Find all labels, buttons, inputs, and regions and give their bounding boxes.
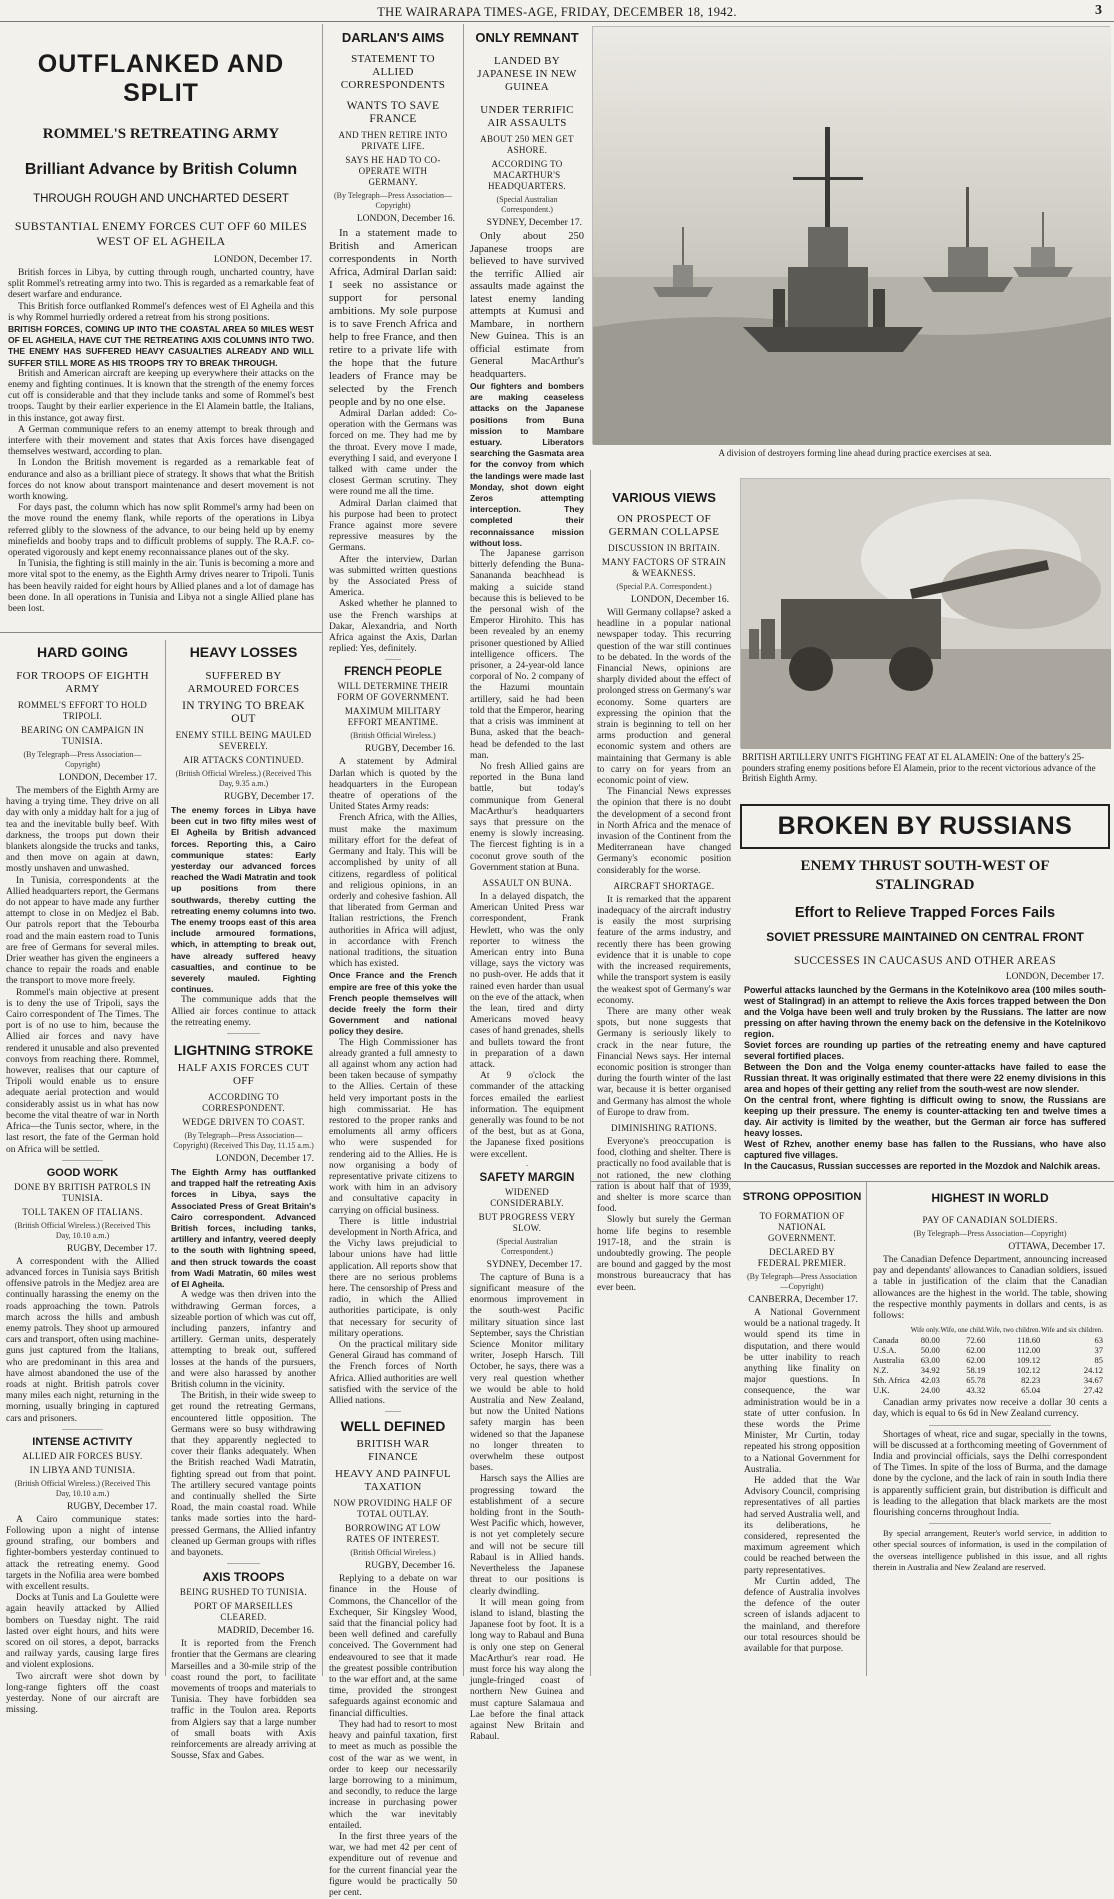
column-only-remnant xyxy=(466,26,588,1743)
paragraph: It is remarked that the apparent inadequacy of the aircraft industry is easily the most surprising feature of the arms industry, and recently there has been growing evidence that it is unable to cope with the increased requirements, while the transport system is easily the weakest spot of Germany's war economy. xyxy=(597,894,731,1006)
darlan-headline: DARLAN'S AIMS xyxy=(341,30,445,45)
paragraph: Everyone's preoccupation is food, clothing and shelter. There is practically no food available that is not rationed, the new clothing ration is about half that of 1939, and shelter is more scarce than food. xyxy=(597,1136,731,1215)
pay-table-cell: 58.19 xyxy=(966,1365,986,1376)
lead-paragraph: BRITISH FORCES, COMING UP INTO THE COASTAL AREA 50 MILES WEST OF EL AGHEILA, HAVE CUT THE RETREATING AXIS COLUMNS INTO TWO. THE ENEMY HAS SUFFERED HEAVY CASUALTIES ALREADY AND WILL SUFFER STILL MORE AS HIS TROOPS TRY TO BREAK THROUGH. xyxy=(8,324,314,368)
paragraph: In the first three years of the war, we had met 42 per cent of expenditure out of revenue and for the current financial year the figure would be practically 50 per cent. xyxy=(329,1831,457,1898)
artillery-photo xyxy=(740,478,1110,748)
byline: (By Telegraph—Press Association—Copyright) xyxy=(747,1272,857,1291)
intense-deck: IN LIBYA AND TUNISIA. xyxy=(29,1464,136,1475)
strong-deck: TO FORMATION OF NATIONAL GOVERNMENT. xyxy=(759,1211,845,1243)
pay-table-cell: U.S.A. xyxy=(873,1345,897,1356)
intense-headline: INTENSE ACTIVITY xyxy=(32,1435,133,1448)
paragraph: Powerful attacks launched by the Germans in the Kotelnikovo area (100 miles south-west of Stalingrad) in an attempt to relieve the Axis forces trapped between the Don and the Volga have been well and truly broken by the Russians. The latter are now pressing on after having thrown the enemy back on the defensive in the Kotelnikovo region. xyxy=(744,985,1106,1039)
artillery-caption: BRITISH ARTILLERY UNIT'S FIGHTING FEAT AT EL ALAMEIN: One of the battery's 25-pounders strafing enemy positions before El Alamein, prior to the recent victorious advance of the British Eighth Army. xyxy=(742,752,1096,783)
lead-deck-1: ROMMEL'S RETREATING ARMY xyxy=(42,126,280,142)
pay-table-cell: 50.00 xyxy=(920,1345,940,1356)
paragraph: In a statement made to British and American correspondents in North Africa, Admiral Darlan said: I seek no assistance or support for personal ambitions. My sole purpose is to save French Africa and help to free France, and then retire to a private life with the hope that the future leaders of France may be selected by the French people and by no one else. xyxy=(329,227,457,408)
pay-table-header-cell: Wife, one child. xyxy=(940,1326,986,1335)
dateline: LONDON, December 16. xyxy=(630,595,729,605)
column-rule xyxy=(322,24,323,1676)
lead-deck-3: THROUGH ROUGH AND UNCHARTED DESERT xyxy=(33,193,289,205)
byline: (Special Australian Correspondent.) xyxy=(496,1236,558,1256)
paragraph: At 9 o'clock the commander of the attacking forces emailed the earliest information. The equipment generally was found to be not of the best, but as at Gona, the Japanese fixed positions were excellent. xyxy=(470,1071,584,1160)
hard-going-deck: ROMMEL'S EFFORT TO HOLD TRIPOLI. xyxy=(17,700,148,721)
paragraph: Slowly but surely the German home life begins to resemble 1917-18, and the strain is undoubtedly growing. The people are bound and gagged by the most monstrous bureaucracy that has ever been. xyxy=(597,1215,731,1293)
hard-going-deck: BEARING ON CAMPAIGN IN TUNISIA. xyxy=(20,725,145,746)
pay-table-cell: 80.00 xyxy=(920,1335,940,1346)
broken-deck: Effort to Relieve Trapped Forces Fails xyxy=(794,905,1056,921)
pay-table-cell: 34.67 xyxy=(1083,1375,1103,1386)
pay-table-cell: 34.92 xyxy=(920,1365,940,1376)
dateline: SYDNEY, December 17. xyxy=(486,1259,582,1270)
pay-table-cell: 63 xyxy=(1094,1335,1103,1346)
pay-table-cell: 63.00 xyxy=(920,1355,940,1366)
dateline: LONDON, December 16. xyxy=(356,214,455,224)
pay-table-cell: Australia xyxy=(873,1355,905,1366)
hard-going-deck: FOR TROOPS OF EIGHTH ARMY xyxy=(16,670,149,695)
paragraph: The Japanese garrison bitterly defending the Buna-Sanananda beachhead is making a suicide stand because this is believed to be the personal wish of the Emperor Hirohito. This has been revealed by an enemy prisoner questioned by Allied intelligence officers. The prisoner, a 24-year-old lance corporal of No. 2 company of the Hazumi mountain artillery, said he had been told that the Emperor, hearing that a crisis was imminent at Buna, asked that the beach-head be defended to the last man. xyxy=(470,549,584,761)
dateline: RUGBY, December 17. xyxy=(223,792,314,802)
only-remnant-deck: UNDER TERRIFIC AIR ASSAULTS xyxy=(480,104,574,129)
paragraph: The Eighth Army has outflanked and trapped half the retreating Axis forces in Libya, says the Associated Press of Great Britain's Cairo correspondent. Advanced British forces, including tanks, artillery and infantry, veered deeply to the south with lightning speed, and then struck towards the coast from Wadi Matratin, 60 miles west of El Agheila. xyxy=(171,1167,316,1290)
paragraph: The Canadian Defence Department, announcing increased pay and dependants' allowances to Canadian soldiers, issued a table in justification of the claim that the Canadian allowances are the highest in the world. The table, showing the respective monthly payments in dollars and cents, is as follows: xyxy=(873,1255,1107,1322)
pay-table-row xyxy=(873,1365,1103,1375)
column-rule xyxy=(165,640,166,1676)
paragraph: The enemy forces in Libya have been cut in two fifty miles west of El Agheila by British advanced forces. Reporting this, a Cairo communique states: Early yesterday our advanced forces reached the Wadi Matratin and took up positions from there southwards, thereby cutting the retreating enemy columns into two. The enemy troops east of this area include armoured formations, which, in attempting to break out, have already suffered heavy casualties, and continue to be severely mauled. Fighting continues. xyxy=(171,805,316,995)
axis-troops-deck: BEING RUSHED TO TUNISIA. xyxy=(179,1587,308,1598)
paragraph: The communique adds that the Allied air forces continue to attack the retreating enemy. xyxy=(171,995,316,1028)
paragraph: Harsch says the Allies are progressing toward the establishment of a secure holding front in the South-West Pacific which, however, is not yet completely secure and will not be secure till Rabaul is in Allied hands. Nevertheless the Japanese threat to our positions is clearly dwindling. xyxy=(470,1474,584,1597)
paragraph: It will mean going from island to island, blasting the Japanese foot by foot. It is a long way to Rabaul and Buna is only one step on General MacArthur's rear road. He must force his way along the jungle-fringed coast of northern New Guinea and must capture Salamaua and Lae before the final attack against New Britain and Rabaul. xyxy=(470,1597,584,1743)
paragraph: Asked whether he planned to use the French warships at Dakar, Alexandria, and North Africa against the Axis, Darlan replied: Yes, definitely. xyxy=(329,599,457,655)
paragraph: A correspondent with the Allied advanced forces in Tunisia says British offensive patrols in the Medjez area are continually harassing the enemy on the roads approaching the town. Patrols march across the hills and ambush enemy patrols. They shoot up armoured cars and transport, often using machine-guns just captured from the Italians, who are predominant in this area and have almost abandoned the use of the roads at night. British patrols cover many miles each night, returning in the morning, usually bringing in captured cars and prisoners. xyxy=(6,1256,159,1424)
broken-deck: SUCCESSES IN CAUCASUS AND OTHER AREAS xyxy=(794,955,1056,967)
strong-headline: STRONG OPPOSITION xyxy=(742,1191,862,1203)
only-remnant-deck: ABOUT 250 MEN GET ASHORE. xyxy=(480,134,574,155)
pay-table-cell: Sth. Africa xyxy=(873,1375,910,1386)
lead-paragraph: In Tunisia, the fighting is still mainly in the air. Tunis is becoming a more and more vital spot to the enemy, as the Eighth Army drives nearer to Tripoli. Tunis has been heavily raided for eight hours by Allied planes and a lot of damage has been done. In all operations in Tunisia and Libya not a single Allied plane has been lost. xyxy=(8,559,314,615)
dateline: RUGBY, December 16. xyxy=(364,1561,455,1572)
subhead: DIMINISHING RATIONS. xyxy=(611,1122,717,1133)
lead-paragraph: British forces in Libya, by cutting through rough, uncharted country, have split Rommel's retreating army into two. This is regarded as a remarkable feat of desert warfare and endurance. xyxy=(8,268,314,301)
column-heavy-losses xyxy=(167,636,320,1762)
paragraph: The capture of Buna is a significant measure of the enormous improvement in the south-west Pacific military situation since last September, says the Christian Science Monitor military writer, Joseph Harsch. Till October, he says, there was a very real question whether we would be able to hold Australia and New Zealand, but now the United Nations safety margin has been widened so that the Japanese no longer threaten to overwhelm these outpost bases. xyxy=(470,1272,584,1474)
pay-table-header-cell: Wife, two children. xyxy=(986,1326,1041,1335)
heavy-losses-deck: AIR ATTACKS CONTINUED. xyxy=(183,755,304,765)
lead-dateline: LONDON, December 17. xyxy=(213,255,312,265)
byline: (British Official Wireless.) (Received This Day, 9.35 a.m.) xyxy=(175,769,312,788)
french-people-headline: FRENCH PEOPLE xyxy=(344,666,442,679)
pay-table-cell: 42.03 xyxy=(920,1375,940,1386)
byline: (British Official Wireless.) (Received This Day, 10.10 a.m.) xyxy=(14,1478,151,1498)
byline: (Special Australian Correspondent.) xyxy=(496,195,558,214)
dateline: RUGBY, December 17. xyxy=(66,1501,157,1512)
paragraph: After the interview, Darlan was submitted written questions by the Associated Press of America. xyxy=(329,554,457,599)
well-defined-deck: BRITISH WAR FINANCE xyxy=(356,1438,430,1464)
pay-table-cell: 65.04 xyxy=(1021,1385,1041,1396)
various-views-headline: VARIOUS VIEWS xyxy=(612,490,716,505)
lead-paragraph: For days past, the column which has now split Rommel's army had been on the move round the enemy flank, while reports of the operations in Libya referred glibly to the slowness of the advance, to our being held up by enemy minefields and booby traps and to difficult problems of supply. The R.A.F. co-operated vigorously and kept enemy reconnaissance planes out of the sky. xyxy=(8,503,314,559)
highest-headline: HIGHEST IN WORLD xyxy=(931,1191,1049,1205)
lead-paragraph: A German communique refers to an enemy attempt to break through and interfere with their movement and states that Axis forces have disengaged themselves westward, according to plan. xyxy=(8,424,314,458)
lightning-deck: HALF AXIS FORCES CUT OFF xyxy=(177,1062,310,1088)
artillery-image-icon xyxy=(741,479,1111,749)
lead-paragraph: This British force outflanked Rommel's defences west of El Agheila and this is why Rommel hurriedly ordered a retreat from his strong positions. xyxy=(8,301,314,323)
pay-table-cell: 65.78 xyxy=(966,1375,986,1386)
heavy-losses-deck: ENEMY STILL BEING MAULED SEVERELY. xyxy=(175,730,312,751)
byline: (British Official Wireless.) (Received This Day, 10.10 a.m.) xyxy=(14,1220,151,1240)
paragraph: No fresh Allied gains are reported in the Buna land battle, but today's communique from General MacArthur's headquarters says that pressure on the enemy is slowly increasing. The fiercest fighting is in a coconut grove south of the Government station at Buna. xyxy=(470,761,584,873)
article-strong-opposition xyxy=(740,1185,864,1676)
safety-deck: BUT PROGRESS VERY SLOW. xyxy=(478,1211,576,1233)
paragraph: A Cairo communique states: Following upon a night of intense ground strafing, our bombers and fighter-bombers yesterday continued to attack the retreating enemy. Good targets in the Nofilia area were bombed with excellent results. xyxy=(6,1514,159,1592)
lead-deck-4: SUBSTANTIAL ENEMY FORCES CUT OFF 60 MILES WEST OF EL AGHEILA xyxy=(14,219,308,248)
strong-deck: DECLARED BY FEDERAL PREMIER. xyxy=(757,1247,847,1268)
broken-headline-box xyxy=(740,804,1110,849)
heavy-losses-deck: SUFFERED BY ARMOURED FORCES xyxy=(187,670,300,695)
well-defined-deck: BORROWING AT LOW RATES OF INTEREST. xyxy=(345,1523,441,1545)
dateline: CANBERRA, December 17. xyxy=(748,1295,858,1305)
byline: (Special P.A. Correspondent.) xyxy=(616,582,712,591)
pay-table-cell: 27.42 xyxy=(1083,1385,1103,1396)
column-rule xyxy=(590,470,591,1676)
dateline: SYDNEY, December 17. xyxy=(486,218,582,228)
lead-paragraph: In London the British movement is regarded as a remarkable feat of endurance and also as a brilliant piece of strategy. It shows that what the British forces do not know about transport maintenance and desert movement is not worth knowing. xyxy=(8,458,314,503)
paragraph: The Financial News expresses the opinion that there is no doubt the development of a second front in North Africa and the menace of invasion of the Continent from the Mediterranean have changed Germany's economic position considerably for the worse. xyxy=(597,787,731,876)
pay-table-cell: 102.12 xyxy=(1016,1365,1041,1376)
pay-table-header-cell xyxy=(873,1325,910,1335)
good-work-deck: DONE BY BRITISH PATROLS IN TUNISIA. xyxy=(14,1181,151,1203)
only-remnant-deck: ACCORDING TO MACARTHUR'S HEADQUARTERS. xyxy=(487,159,567,191)
byline: (By Telegraph—Press Association—Copyright) xyxy=(913,1229,1067,1238)
various-views-deck: ON PROSPECT OF GERMAN COLLAPSE xyxy=(608,513,720,538)
paragraph: By special arrangement, Reuter's world service, in addition to other special sources of information, is used in the compilation of the overseas intelligence published in this issue, and all rights therein in Australia and New Zealand are reserved. xyxy=(873,1528,1107,1572)
well-defined-deck: NOW PROVIDING HALF OF TOTAL OUTLAY. xyxy=(333,1498,453,1520)
axis-troops-deck: PORT OF MARSEILLES CLEARED. xyxy=(193,1601,294,1623)
safety-margin-headline: SAFETY MARGIN xyxy=(479,1171,575,1184)
broken-deck: SOVIET PRESSURE MAINTAINED ON CENTRAL FRONT xyxy=(766,930,1084,944)
various-views-deck: MANY FACTORS OF STRAIN & WEAKNESS. xyxy=(601,557,727,578)
heavy-losses-deck: IN TRYING TO BREAK OUT xyxy=(182,700,305,725)
lead-article xyxy=(4,26,318,630)
heavy-losses-headline: HEAVY LOSSES xyxy=(189,644,298,660)
paragraph: A wedge was then driven into the withdrawing German forces, a sizeable portion of which was cut off, including panzers, infantry and artillery. German units, desperately attempting to break out, suffered losses at the hands of the pursuers, and were also harassed by another British column in the vicinity. xyxy=(171,1290,316,1390)
paragraph: West of Rzhev, another enemy base has fallen to the Russians, who have also captured five villages. xyxy=(744,1139,1106,1160)
paragraph: French Africa, with the Allies, must make the maximum military effort for the defeat of Germany and Italy. This will be accomplished by unity of all citizens, regardless of political and religious opinions, in an orderly and cohesive fashion. All that liberated from German and Italian restrictions, the French authorities in Africa will adjust, in accordance with French national traditions, the situation which has existed. xyxy=(329,813,457,970)
pay-table-cell: 112.00 xyxy=(1017,1345,1041,1356)
column-darlan xyxy=(325,26,461,1898)
various-views-deck: DISCUSSION IN BRITAIN. xyxy=(608,543,720,553)
pay-table-cell: 24.00 xyxy=(920,1385,940,1396)
masthead-title: THE WAIRARAPA TIMES-AGE, FRIDAY, DECEMBER 18, 1942. xyxy=(377,5,737,19)
paragraph: Two aircraft were shot down by long-range fighters off the coast yesterday. None of our aircraft are missing. xyxy=(6,1671,159,1716)
paragraph: He added that the War Advisory Council, comprising representatives of all parties had served Australia well, and its deliberations, he considered, represented the maximum agreement which could be reached between the party representatives. xyxy=(744,1476,860,1576)
paragraph: On the central front, where fighting is difficult owing to snow, the Russians are keeping up their pressure. The enemy is counter-attacking ten and twelve times a day. Air activity is limited by the weather, but the German air force has suffered heavy losses. xyxy=(744,1095,1106,1138)
paragraph: It is reported from the French frontier that the Germans are clearing Marseilles and a 30-mile strip of the coast round the port, to facilitate movements of troops and materials to Tunisia. They have forbidden sea traffic in the Toulon area. Reports from Algiers say that a large number of small boats with Axis reinforcements are already arriving at Sousse, Sfax and Gabes. xyxy=(171,1639,316,1762)
pay-table-row xyxy=(873,1385,1103,1395)
pay-table-row xyxy=(873,1345,1103,1355)
paragraph: There are many other weak spots, but none suggests that Germany is seriously likely to crack in the near future, the Financial News says. Her internal economic position is stronger than during the fourth winter of the last war, because it is better organised and Germany has almost the whole of Europe to draw from. xyxy=(597,1006,731,1118)
byline: (By Telegraph—Press Association—Copyright) (Received This Day, 11.15 a.m.) xyxy=(173,1131,314,1151)
paragraph: Our fighters and bombers are making ceaseless attacks on the Japanese positions from Buna mission to Mambare estuary. Liberators searching the Gasmata area for the convoy from which the landings were made last Monday, shot down eight Zeros attempting interception. They completed their reconnaissance mission without loss. xyxy=(470,381,584,548)
pay-table-cell: 37 xyxy=(1094,1345,1103,1356)
pay-table-cell: U.K. xyxy=(873,1385,890,1396)
column-rule xyxy=(866,1181,867,1676)
destroyers-photo xyxy=(592,26,1110,444)
lead-deck-2: Brilliant Advance by British Column xyxy=(24,161,298,178)
darlan-deck: WANTS TO SAVE FRANCE xyxy=(346,100,440,125)
section-rule xyxy=(0,632,322,633)
paragraph: Between the Don and the Volga enemy counter-attacks have failed to ease the Russian threat. It was originally estimated that there were 22 enemy divisions in this area and hopes of their getting any relief from the south-west are now slender. xyxy=(744,1062,1106,1094)
article-highest-in-world xyxy=(869,1185,1111,1676)
paragraph: Docks at Tunis and La Goulette were again heavily attacked by Allied bombers on Tuesday night. The raid lasted over eight hours, and hits were scored on oil stores, a depot, barracks and railway yards, causing large fires and violent explosions. xyxy=(6,1593,159,1671)
paragraph: Rommel's main objective at present is to deny the use of Tripoli, says the Cairo correspondent of The Times. The port is of no use to him, because the Allied air forces and navy have rendered it unusable and also prevented convoys from reaching there. Rommel, however, realises that our capture of Tripoli would enable us to ensure adequate aerial protection and would considerably assist us in what has now become the vital theatre of war in North Africa—the Tunis sector, where, in the last resort, the fate of the German hold on Africa will be settled. xyxy=(6,987,159,1155)
only-remnant-deck: LANDED BY JAPANESE IN NEW GUINEA xyxy=(477,55,577,93)
paragraph: Shortages of wheat, rice and sugar, specially in the towns, will be discussed at a forthcoming meeting of Government of India and provincial officials, says the Delhi correspondent of The Times. In spite of the loss of Burma, and the damage done by the cyclone, and the lack of rain in south India there is apparently sufficient grain, but distribution is difficult and is leading to the allegation that black markets are the most flourishing concerns throughout India. xyxy=(873,1429,1107,1519)
darlan-deck: SAYS HE HAD TO CO-OPERATE WITH GERMANY. xyxy=(345,155,441,187)
byline: (British Official Wireless.) xyxy=(350,731,436,741)
axis-troops-headline: AXIS TROOPS xyxy=(202,1570,285,1585)
destroyers-caption: A division of destroyers forming line ahead during practice exercises at sea. xyxy=(718,448,992,458)
dateline: MADRID, December 16. xyxy=(217,1626,314,1637)
pay-table-cell: 43.32 xyxy=(966,1385,986,1396)
paragraph: Admiral Darlan added: Co-operation with the Germans was forced on me. They had me by the throat. Every move I made, everything I said, and everyone I talked with came under the closest German scrutiny. They were round me all the time. xyxy=(329,409,457,498)
warship-image-icon xyxy=(593,27,1111,445)
paragraph: Once France and the French empire are free of this yoke the French people themselves will decide freely the form their Government and national policy they desire. xyxy=(329,970,457,1037)
lightning-deck: ACCORDING TO CORRESPONDENT. xyxy=(202,1092,285,1114)
column-rule xyxy=(463,24,464,1676)
paragraph: On the practical military side General Giraud has command of the French forces of North Africa. Allied authorities are well satisfied with the service of the Allied nations. xyxy=(329,1340,457,1407)
paragraph: Replying to a debate on war finance in the House of Commons, the Chancellor of the Exchequer, Sir Kingsley Wood, said that the financial policy had been well defined and carefully conceived. The Government had endeavoured to see that it made the greatest possible contribution to the war effort and, at the same time, provided the strongest safeguards against economic and financial difficulties. xyxy=(329,1574,457,1719)
dateline: OTTAWA, December 17. xyxy=(1008,1242,1105,1252)
paragraph: The British, in their wide sweep to get round the retreating Germans, encountered little opposition. The Germans were so busy withdrawing that they apparently neglected to cover their flanks adequately. When the British reached Wadi Matratin, fighting spread out from that point. The artillery secured vantage points and continually shelled the Sirte Road, the main coastal road. While tanks made sorties into the hard-pressed Germans, the Allied infantry cleaned up German groups with rifles and bayonets. xyxy=(171,1391,316,1558)
dateline: RUGBY, December 17. xyxy=(66,1243,157,1254)
safety-deck: WIDENED CONSIDERABLY. xyxy=(490,1186,564,1208)
french-people-deck: WILL DETERMINE THEIR FORM OF GOVERNMENT. xyxy=(337,681,449,703)
masthead xyxy=(0,0,1114,22)
lead-paragraph: British and American aircraft are keeping up everywhere their attacks on the enemy and fighting continues. It is known that the strength of the enemy forces cut off is considerable and that they include tanks and some of Rommel's best troops. Taught by their earlier experience in the El Alamein battle, the Italians, in this instance, got away first. xyxy=(8,368,314,424)
paragraph: Soviet forces are rounding up parties of the retreating enemy and have captured several fortified places. xyxy=(744,1040,1106,1061)
pay-table-row xyxy=(873,1355,1103,1365)
highest-deck: PAY OF CANADIAN SOLDIERS. xyxy=(922,1215,1058,1225)
column-various-views xyxy=(593,470,735,1676)
pay-table-cell: 118.60 xyxy=(1017,1335,1041,1346)
subhead: AIRCRAFT SHORTAGE. xyxy=(613,880,715,891)
dateline: RUGBY, December 16. xyxy=(364,744,455,755)
french-people-deck: MAXIMUM MILITARY EFFORT MEANTIME. xyxy=(344,706,442,728)
dateline: LONDON, December 17. xyxy=(58,773,157,783)
darlan-deck: STATEMENT TO ALLIED CORRESPONDENTS xyxy=(340,53,446,91)
pay-table-row xyxy=(873,1335,1103,1345)
page-number: 3 xyxy=(1095,3,1102,18)
pay-table-row xyxy=(873,1375,1103,1385)
pay-table-cell: 24.12 xyxy=(1083,1365,1103,1376)
pay-table-cell: 62.00 xyxy=(966,1355,986,1366)
only-remnant-headline: ONLY REMNANT xyxy=(475,30,579,45)
dateline: LONDON, December 17. xyxy=(1005,972,1104,982)
article-broken-by-russians xyxy=(740,800,1110,1180)
good-work-headline: GOOD WORK xyxy=(46,1166,119,1179)
intense-deck: ALLIED AIR FORCES BUSY. xyxy=(22,1450,143,1461)
pay-table-cell: 82.23 xyxy=(1021,1375,1041,1386)
broken-headline: BROKEN BY RUSSIANS xyxy=(777,812,1073,840)
paragraph: There is little industrial development in North Africa, and the Vichy laws prejudicial to labour unions have had little application. All reports show that there are no serious problems here. The censorship of Press and radio, in which the Allied authorities participate, is only that necessary for security of military operations. xyxy=(329,1216,457,1339)
pay-table-cell: 62.00 xyxy=(966,1345,986,1356)
byline: (By Telegraph—Press Association—Copyright) xyxy=(334,191,452,210)
pay-table-cell: 85 xyxy=(1094,1355,1103,1366)
well-defined-headline: WELL DEFINED xyxy=(340,1418,446,1435)
dateline: LONDON, December 17. xyxy=(215,1154,314,1165)
paragraph: A statement by Admiral Darlan which is quoted by the headquarters in the European theatre of operations of the United States Army reads: xyxy=(329,757,457,813)
broken-deck: ENEMY THRUST SOUTH-WEST OF STALINGRAD xyxy=(800,858,1050,893)
pay-table-header xyxy=(873,1325,1103,1335)
paragraph: Mr Curtin added, The defence of Australia involves the defence of the outer screen of islands adjacent to the mainland, and therefore our total resources should be available for that purpose. xyxy=(744,1576,860,1655)
pay-table-cell: 72.60 xyxy=(966,1335,986,1346)
well-defined-deck: HEAVY AND PAINFUL TAXATION xyxy=(335,1468,451,1494)
good-work-deck: TOLL TAKEN OF ITALIANS. xyxy=(22,1206,143,1217)
subhead: ASSAULT ON BUNA. xyxy=(482,877,572,888)
paragraph: Admiral Darlan claimed that his purpose had been to protect France against more severe repressive measures by the Germans. xyxy=(329,498,457,554)
pay-table-cell: Canada xyxy=(873,1335,899,1346)
paragraph: They had had to resort to most heavy and painful taxation, first to meet as much as possible the cost of the war as we went, in order to keep our necessarily large borrowing to a minimum, and secondly, to reduce the large increase in purchasing power which the war inevitably entailed. xyxy=(329,1719,457,1831)
pay-table-cell: 109.12 xyxy=(1016,1355,1041,1366)
paragraph: The members of the Eighth Army are having a trying time. They drive on all day with only a midday halt for a jug of tea and the inevitable bully beef. With darkness, the troops put down their blankets alongside the trucks and tanks, and then move on again at dawn, mostly unshaven and unwashed. xyxy=(6,786,159,875)
paragraph: In Tunisia, correspondents at the Allied headquarters report, the Germans do not appear to have made any further attempt to close in on Medjez el Bab. Our patrols report that the Tebourba road and the main eastern road to Tunis are free of Germans for several miles. Drier weather has given the engineers a chance to repair the roads and enable the transport to move more freely. xyxy=(6,875,159,987)
paragraph: A National Government would be a national tragedy. It would spend its time in disputation, and there would be utter inability to reach anything like finality on major questions. In consequence, the war administration would be in a state of utter confusion. In these words the Prime Minister, Mr Curtin, today repeated his strong opposition to a National Government for Australia. xyxy=(744,1308,860,1475)
paragraph: Will Germany collapse? asked a headline in a popular national newspaper today. This recurring question of the war still continues to be debated. In the words of the Financial News, opinions are sharply divided about the effect of prolonged stress on Germany's war economy. Some quarters are expressing the opinion that the strain is beginning to tell on her arms production and general economic system and others are maintaining that Germany is able to carry on for years from an economic point of view. xyxy=(597,608,731,787)
lead-headline: OUTFLANKED AND SPLIT xyxy=(37,50,285,107)
byline: (British Official Wireless.) xyxy=(350,1548,436,1558)
lightning-deck: WEDGE DRIVEN TO COAST. xyxy=(182,1117,305,1128)
paragraph: In a delayed dispatch, the American United Press war correspondent, Frank Hewlett, who was the only reporter to witness the American entry into Buna village, says the victory was no push-over. He adds that it rained even harder than usual on the eve of the attack, when the lean, tired and dirty Americans moved heavy cases of hand grenades, shells and bullets toward the front in preparation of a dawn attack. xyxy=(470,891,584,1070)
paragraph: Canadian army privates now receive a dollar 30 cents a day, which is equal to 6s 6d in New Zealand currency. xyxy=(873,1398,1107,1420)
lightning-headline: LIGHTNING STROKE xyxy=(173,1042,314,1059)
paragraph: In the Caucasus, Russian successes are reported in the Mozdok and Nalchik areas. xyxy=(744,1161,1101,1171)
paragraph: Only about 250 Japanese troops are believed to have survived the terrific Allied air assaults made against the latest enemy landing attempts at Kumusi and Mambare, in northern New Guinea. This is an official estimate from General MacArthur's headquarters. xyxy=(470,231,584,380)
pay-table xyxy=(873,1325,1103,1395)
column-hard-going xyxy=(2,636,163,1716)
darlan-deck: AND THEN RETIRE INTO PRIVATE LIFE. xyxy=(338,130,448,151)
pay-table-cell: N.Z. xyxy=(873,1365,889,1376)
paragraph: The High Commissioner has already granted a full amnesty to all against whom any action had been taken because of sympathy to the Allies. Certain of these held very important posts in the high commissariat. He has restored to the proper ranks and emoluments all army officers who were suspended for rendering aid to the Allies. He is now organising a body of representative private citizens to work with him in an advisory and consultative capacity in carrying on official business. xyxy=(329,1037,457,1216)
byline: (By Telegraph—Press Association—Copyright) xyxy=(23,750,142,769)
pay-table-header-cell: Wife only. xyxy=(910,1326,940,1335)
hard-going-headline: HARD GOING xyxy=(37,644,128,660)
pay-table-header-cell: Wife and six children. xyxy=(1041,1326,1103,1335)
